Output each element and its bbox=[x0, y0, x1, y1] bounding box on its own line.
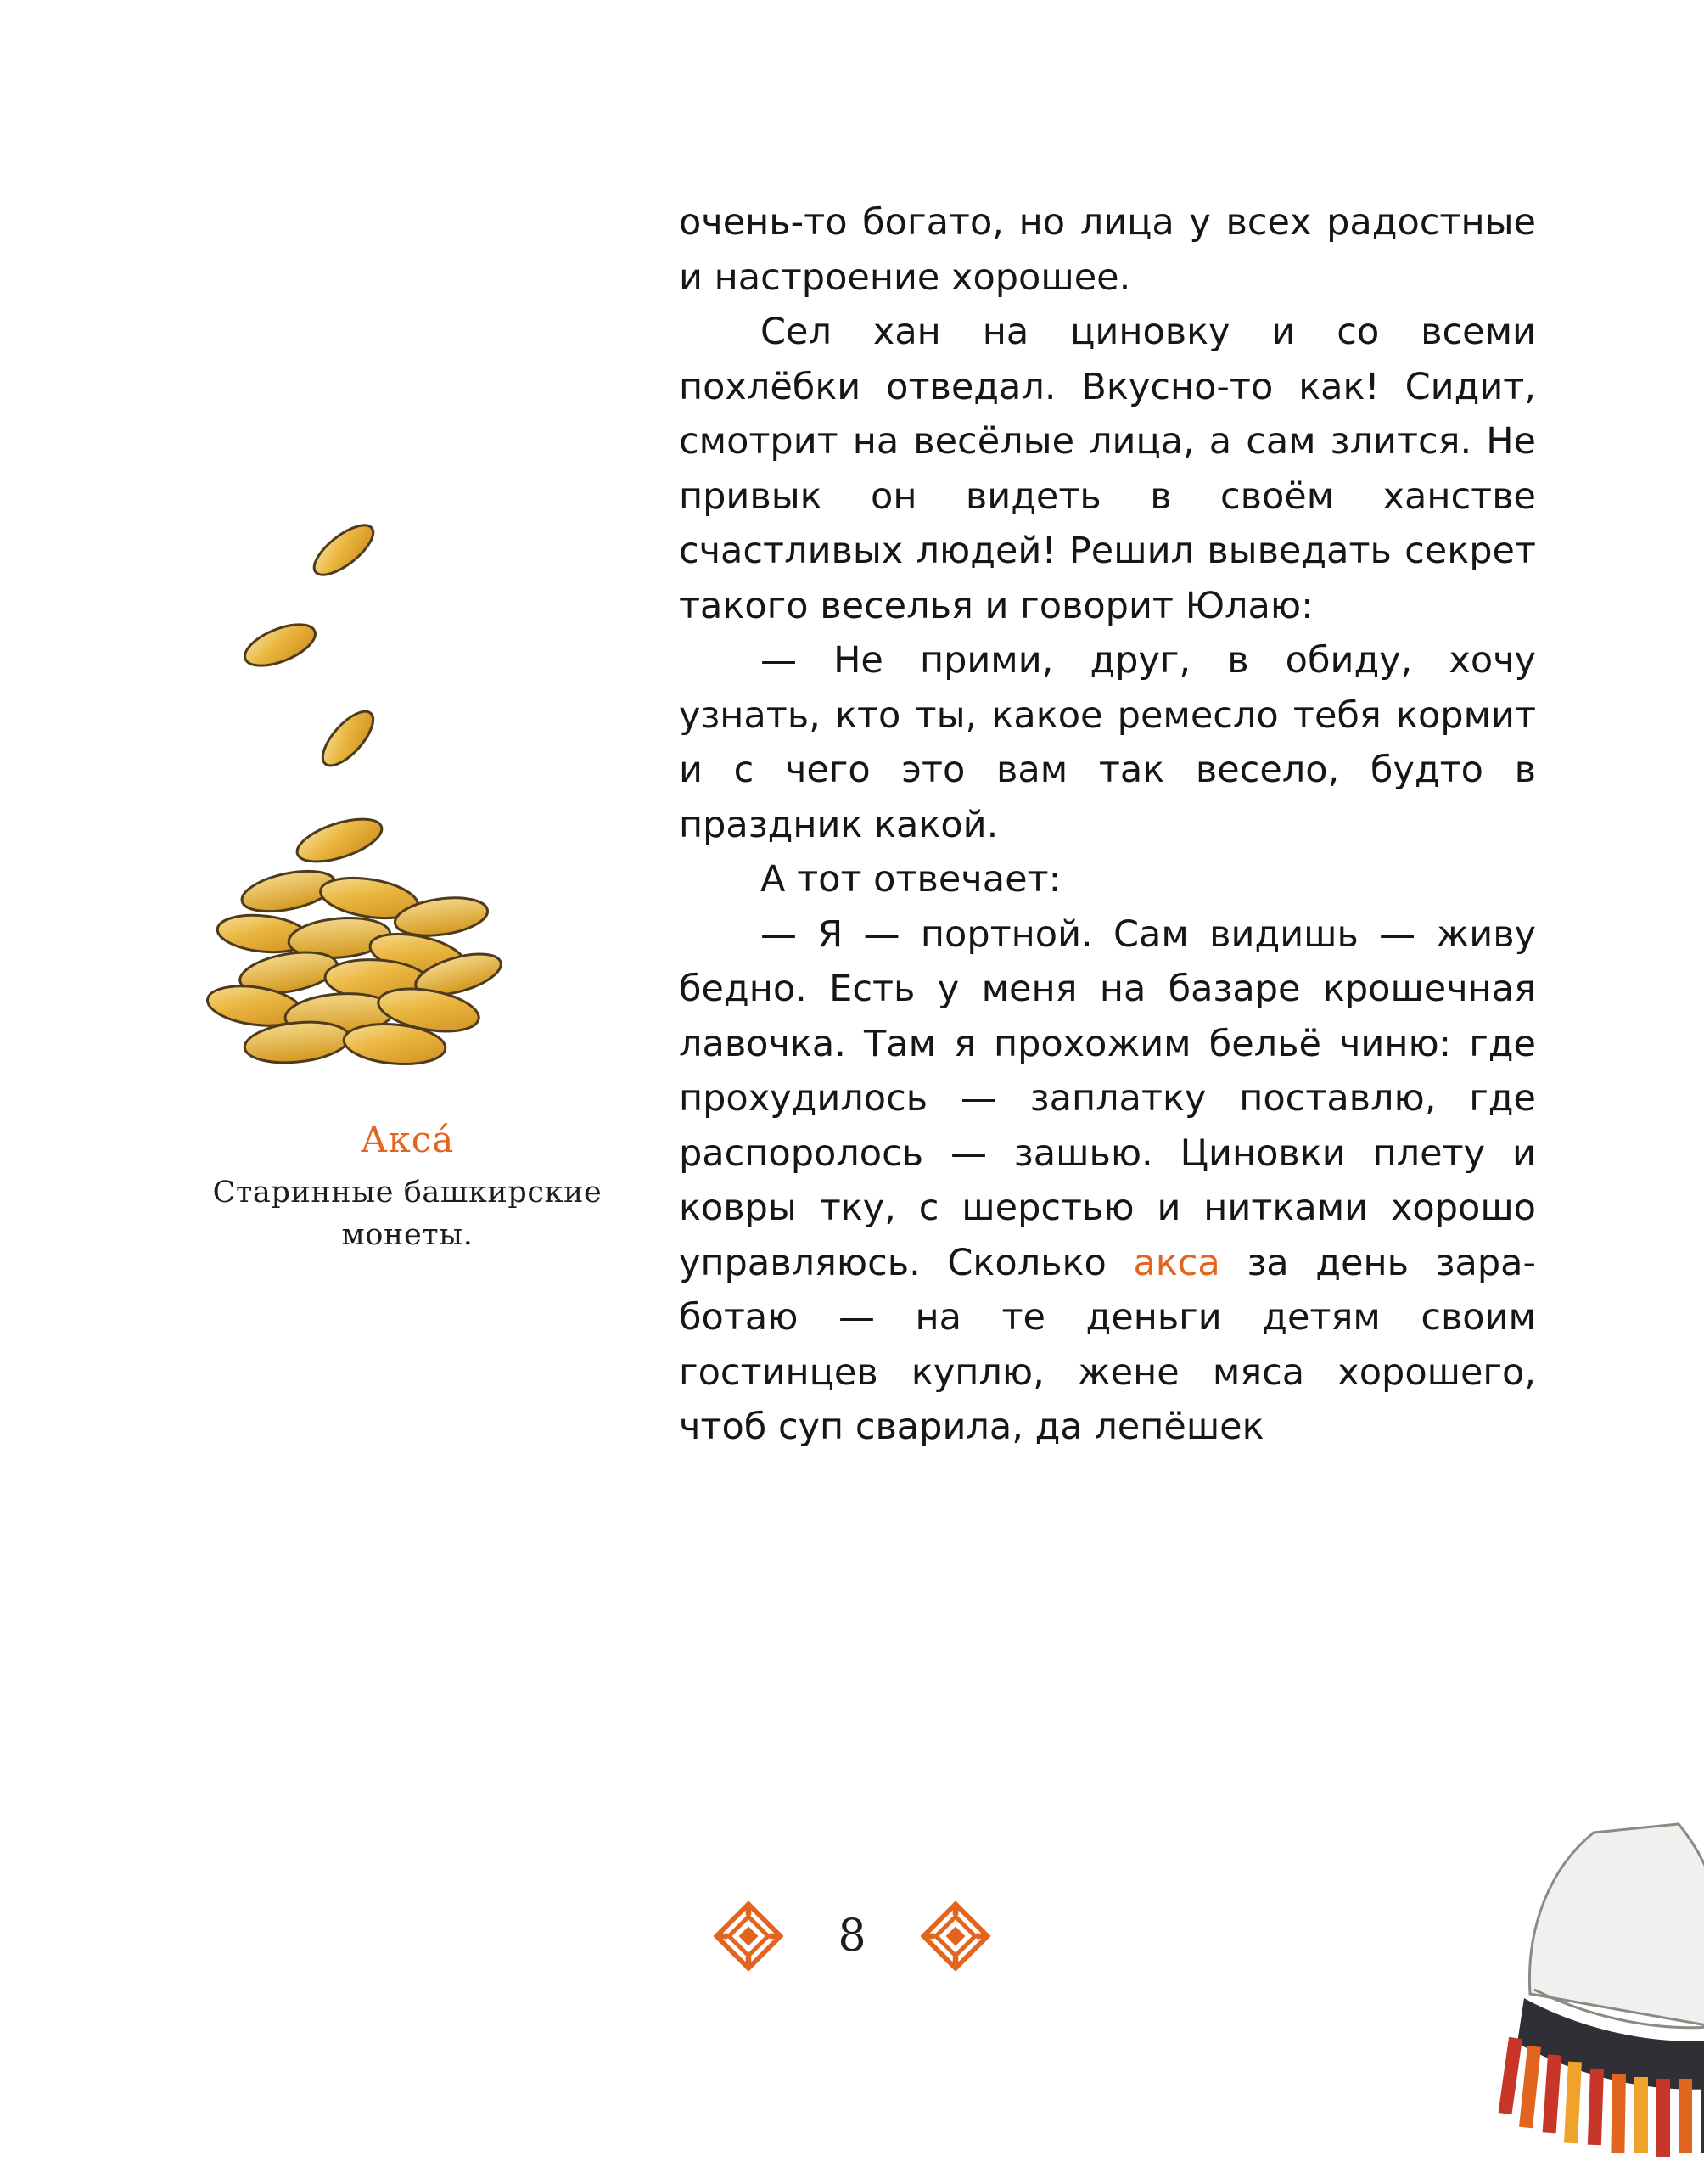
falling-gold-coins bbox=[187, 492, 628, 1103]
illustration-caption bbox=[153, 1119, 662, 1256]
paragraph-5-part-b: за день заработаю — на те деньги детям своим гостинцев куплю, жене мяса хорошего, чтоб суп сварила, да лепёшек bbox=[679, 1241, 1536, 1448]
page-footer bbox=[0, 1901, 1704, 1971]
caption-body: Старинные башкирские монеты. bbox=[212, 1176, 603, 1252]
caption-title: Акса́ bbox=[360, 1119, 455, 1160]
paragraph-4: А тот отвечает: bbox=[760, 858, 1062, 901]
ornament-diamond-right-icon bbox=[921, 1901, 990, 1971]
ornament-diamond-left-icon bbox=[714, 1901, 783, 1971]
paragraph-5 bbox=[679, 907, 1536, 1455]
paragraph-2: Сел хан на циновку и со всеми похлёбки отведал. Вкусно-то как! Сидит, смотрит на весёлые лица, а сам злится. Не привык он видеть в своём ханстве счастливых людей! Решил выведать секрет такого веселья и говорит Юлаю: bbox=[679, 311, 1536, 627]
body-text bbox=[679, 195, 1536, 1455]
coins-illustration-svg bbox=[187, 492, 628, 1103]
illustration-block bbox=[153, 492, 662, 1256]
costume-figure-partial bbox=[1382, 1816, 1704, 2181]
highlighted-term: акса bbox=[1133, 1241, 1220, 1284]
paragraph-5-part-a: — Я — портной. Сам видишь — живу бедно. Есть у меня на базаре крошечная лавочка. Там я прохожим бельё чиню: где прохудилось — заплатку поставлю, где распоролось — зашью. Циновки плету и ковры тку, с шерстью и нитками хорошо управляюсь. Сколько bbox=[679, 912, 1536, 1284]
paragraph-1: очень-то богато, но лица у всех радостные и настроение хорошее. bbox=[679, 201, 1536, 299]
paragraph-3: — Не прими, друг, в обиду, хочу узнать, кто ты, какое ремесло тебя кормит и с чего это вам так весело, будто в праздник какой. bbox=[679, 639, 1536, 846]
page-number: 8 bbox=[838, 1911, 866, 1962]
